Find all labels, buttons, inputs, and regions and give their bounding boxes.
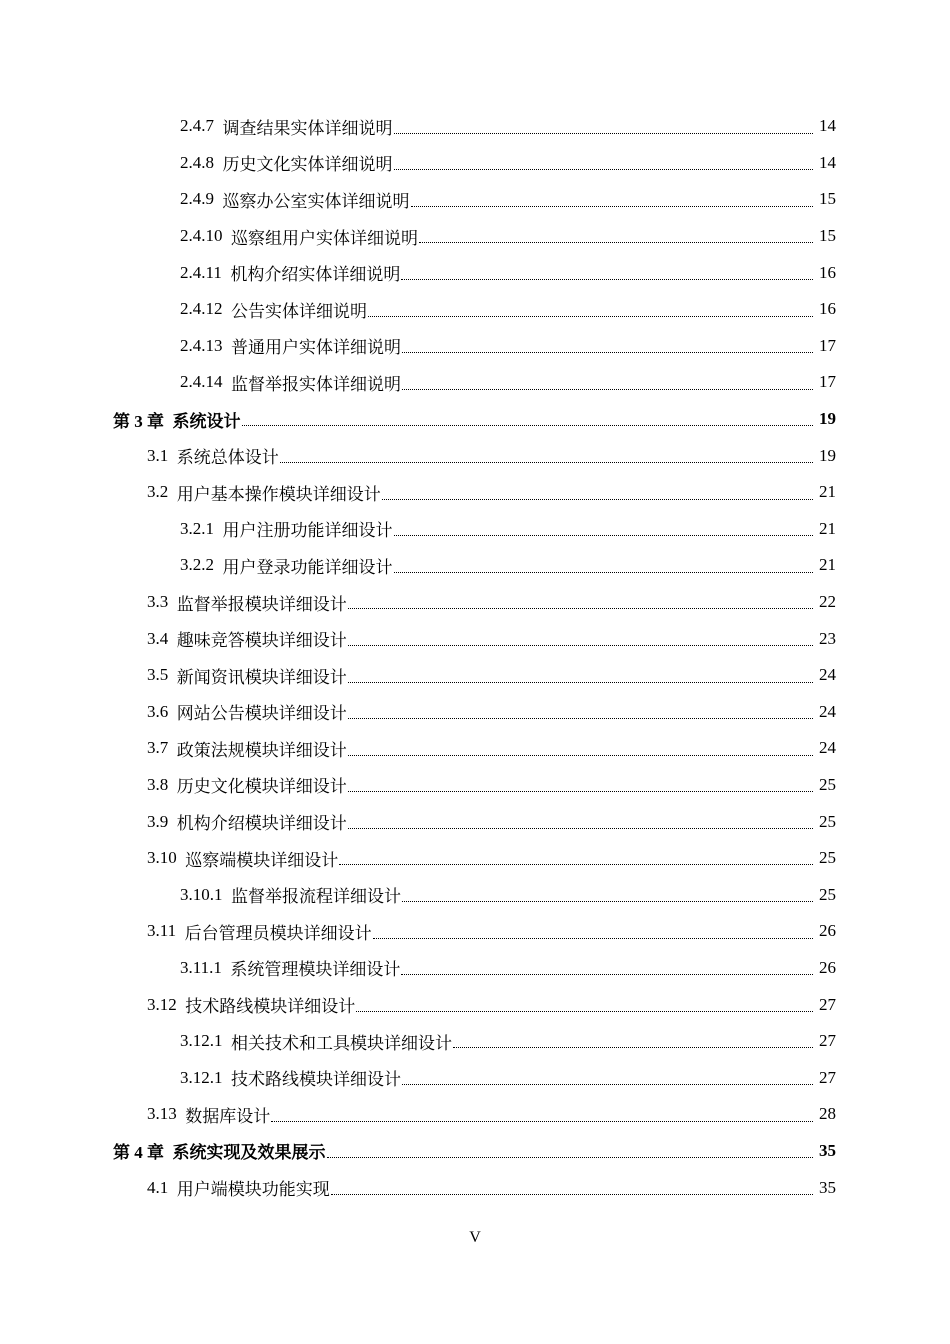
toc-entry[interactable] bbox=[0, 145, 950, 182]
toc-entry-title: 监督举报模块详细设计 bbox=[176, 594, 347, 614]
toc-entry-number: 3.11.1 bbox=[180, 957, 222, 977]
toc-entry-title: 巡察办公室实体详细说明 bbox=[222, 191, 410, 211]
toc-entry-title: 技术路线模块详细设计 bbox=[231, 1070, 401, 1090]
toc-entry-title: 相关技术和工具模块详细设计 bbox=[231, 1033, 452, 1053]
toc-entry[interactable] bbox=[0, 547, 950, 584]
dot-leader bbox=[242, 424, 814, 426]
toc-entry-gap bbox=[168, 446, 177, 466]
toc-entry-number: 2.4.7 bbox=[180, 116, 214, 136]
toc-entry[interactable] bbox=[0, 1059, 950, 1096]
toc-entry-number: 3.12 bbox=[147, 994, 177, 1014]
toc-entry[interactable] bbox=[0, 767, 950, 804]
dot-leader bbox=[331, 1193, 813, 1195]
toc-entry-title: 后台管理员模块详细设计 bbox=[184, 923, 372, 943]
toc-entry-gap bbox=[164, 409, 173, 429]
toc-entry-page: 25 bbox=[819, 884, 836, 904]
toc-entry[interactable] bbox=[0, 181, 950, 218]
toc-entry-page: 24 bbox=[819, 665, 836, 685]
toc-entry-page: 14 bbox=[819, 152, 836, 172]
toc-entry-page: 14 bbox=[819, 116, 836, 136]
toc-entry-page: 35 bbox=[819, 1177, 836, 1197]
toc-entry-number: 2.4.12 bbox=[180, 299, 223, 319]
dot-leader bbox=[373, 937, 813, 939]
toc-entry-number: 3.11 bbox=[147, 921, 177, 941]
toc-entry[interactable] bbox=[0, 1023, 950, 1060]
table-of-contents bbox=[0, 108, 950, 1206]
toc-entry-gap bbox=[223, 372, 232, 392]
toc-entry-title: 政策法规模块详细设计 bbox=[176, 740, 347, 760]
toc-entry-title: 系统实现及效果展示 bbox=[172, 1143, 326, 1163]
toc-entry-page: 23 bbox=[819, 628, 836, 648]
toc-entry-number: 3.1 bbox=[147, 445, 169, 465]
toc-entry-number: 第 4 章 bbox=[113, 1143, 164, 1163]
toc-entry-number: 2.4.8 bbox=[180, 152, 214, 172]
toc-entry-title: 监督举报流程详细设计 bbox=[231, 887, 401, 907]
toc-entry[interactable] bbox=[0, 986, 950, 1023]
dot-leader bbox=[356, 1010, 813, 1012]
toc-entry-number: 2.4.10 bbox=[180, 226, 223, 246]
dot-leader bbox=[394, 534, 814, 536]
toc-entry-page: 16 bbox=[819, 299, 836, 319]
toc-entry-gap bbox=[168, 629, 177, 649]
toc-entry-gap bbox=[214, 153, 223, 173]
toc-entry-title: 系统总体设计 bbox=[176, 448, 279, 468]
toc-entry-number: 3.2 bbox=[147, 482, 169, 502]
toc-entry-number: 3.12.1 bbox=[180, 1067, 223, 1087]
dot-leader bbox=[394, 571, 814, 573]
toc-entry-gap bbox=[222, 958, 231, 978]
toc-entry[interactable] bbox=[0, 876, 950, 913]
toc-entry-title: 技术路线模块详细设计 bbox=[185, 997, 356, 1017]
toc-entry-number: 3.7 bbox=[147, 738, 169, 758]
toc-entry-gap bbox=[214, 555, 223, 575]
dot-leader bbox=[348, 790, 813, 792]
toc-entry[interactable] bbox=[0, 730, 950, 767]
dot-leader bbox=[402, 900, 813, 902]
dot-leader bbox=[348, 717, 813, 719]
toc-entry-number: 2.4.13 bbox=[180, 335, 223, 355]
toc-entry-title: 调查结果实体详细说明 bbox=[222, 118, 393, 138]
toc-entry-page: 21 bbox=[819, 482, 836, 502]
toc-entry-page: 26 bbox=[819, 921, 836, 941]
toc-entry-gap bbox=[168, 812, 177, 832]
toc-entry-title: 系统管理模块详细设计 bbox=[230, 960, 401, 980]
toc-entry[interactable] bbox=[0, 401, 950, 438]
toc-entry-page: 19 bbox=[819, 409, 836, 429]
toc-entry-page: 25 bbox=[819, 811, 836, 831]
toc-entry-title: 系统设计 bbox=[172, 411, 241, 431]
dot-leader bbox=[348, 827, 813, 829]
toc-entry-gap bbox=[223, 1031, 232, 1051]
toc-entry-title: 新闻资讯模块详细设计 bbox=[176, 667, 347, 687]
toc-entry-number: 3.10 bbox=[147, 848, 177, 868]
toc-entry-number: 3.4 bbox=[147, 628, 169, 648]
toc-entry-gap bbox=[168, 738, 177, 758]
toc-entry-page: 27 bbox=[819, 1067, 836, 1087]
toc-entry-gap bbox=[223, 299, 232, 319]
toc-entry-number: 3.12.1 bbox=[180, 1031, 223, 1051]
toc-entry-gap bbox=[177, 1104, 186, 1124]
toc-entry-number: 第 3 章 bbox=[113, 411, 164, 431]
toc-entry-number: 3.5 bbox=[147, 665, 169, 685]
toc-entry-number: 3.2.2 bbox=[180, 555, 214, 575]
toc-entry-page: 21 bbox=[819, 518, 836, 538]
toc-entry-page: 15 bbox=[819, 189, 836, 209]
toc-entry-title: 数据库设计 bbox=[185, 1106, 271, 1126]
toc-entry[interactable] bbox=[0, 803, 950, 840]
dot-leader bbox=[348, 644, 813, 646]
dot-leader bbox=[453, 1046, 813, 1048]
toc-entry[interactable] bbox=[0, 840, 950, 877]
toc-entry-gap bbox=[168, 1178, 177, 1198]
dot-leader bbox=[271, 1120, 813, 1122]
toc-entry-number: 2.4.14 bbox=[180, 372, 223, 392]
toc-entry-number: 2.4.11 bbox=[180, 262, 222, 282]
toc-entry-gap bbox=[168, 775, 177, 795]
toc-entry-page: 21 bbox=[819, 555, 836, 575]
toc-entry-title: 历史文化实体详细说明 bbox=[222, 155, 393, 175]
dot-leader bbox=[348, 607, 813, 609]
toc-entry[interactable] bbox=[0, 1169, 950, 1206]
dot-leader bbox=[339, 863, 813, 865]
dot-leader bbox=[394, 132, 814, 134]
toc-entry-page: 15 bbox=[819, 226, 836, 246]
toc-entry[interactable] bbox=[0, 950, 950, 987]
toc-entry-page: 28 bbox=[819, 1104, 836, 1124]
dot-leader bbox=[401, 973, 813, 975]
dot-leader bbox=[348, 754, 813, 756]
toc-entry-title: 用户基本操作模块详细设计 bbox=[176, 484, 381, 504]
toc-entry-title: 用户注册功能详细设计 bbox=[222, 521, 393, 541]
dot-leader bbox=[382, 498, 813, 500]
toc-entry[interactable] bbox=[0, 437, 950, 474]
toc-entry[interactable] bbox=[0, 1096, 950, 1133]
toc-entry-gap bbox=[176, 921, 185, 941]
toc-entry[interactable] bbox=[0, 218, 950, 255]
toc-entry-gap bbox=[168, 482, 177, 502]
dot-leader bbox=[402, 388, 813, 390]
toc-entry-page: 27 bbox=[819, 994, 836, 1014]
toc-entry-title: 历史文化模块详细设计 bbox=[176, 777, 347, 797]
toc-entry-title: 公告实体详细说明 bbox=[231, 301, 367, 321]
toc-entry-number: 3.8 bbox=[147, 774, 169, 794]
dot-leader bbox=[402, 1083, 813, 1085]
toc-entry-gap bbox=[168, 702, 177, 722]
dot-leader bbox=[402, 351, 813, 353]
toc-entry[interactable] bbox=[0, 474, 950, 511]
toc-entry[interactable] bbox=[0, 657, 950, 694]
toc-entry-gap bbox=[177, 848, 186, 868]
toc-entry-title: 用户端模块功能实现 bbox=[176, 1180, 330, 1200]
toc-entry-number: 3.13 bbox=[147, 1104, 177, 1124]
toc-entry-gap bbox=[177, 995, 186, 1015]
toc-entry[interactable] bbox=[0, 254, 950, 291]
toc-entry[interactable] bbox=[0, 584, 950, 621]
toc-entry-gap bbox=[222, 263, 231, 283]
toc-entry[interactable] bbox=[0, 694, 950, 731]
toc-entry-number: 3.6 bbox=[147, 701, 169, 721]
dot-leader bbox=[368, 315, 813, 317]
page-number: V bbox=[469, 1229, 481, 1246]
toc-entry-gap bbox=[168, 665, 177, 685]
toc-entry-gap bbox=[223, 885, 232, 905]
toc-entry-number: 3.10.1 bbox=[180, 884, 223, 904]
toc-entry-title: 普通用户实体详细说明 bbox=[231, 338, 401, 358]
toc-entry-number: 3.9 bbox=[147, 811, 169, 831]
toc-entry-gap bbox=[223, 1068, 232, 1088]
toc-entry-title: 用户登录功能详细设计 bbox=[222, 557, 393, 577]
toc-entry[interactable] bbox=[0, 108, 950, 145]
toc-entry-page: 22 bbox=[819, 592, 836, 612]
toc-entry-gap bbox=[223, 336, 232, 356]
toc-entry-page: 25 bbox=[819, 848, 836, 868]
toc-entry-gap bbox=[223, 226, 232, 246]
toc-entry[interactable] bbox=[0, 291, 950, 328]
toc-entry-title: 巡察端模块详细设计 bbox=[185, 850, 339, 870]
toc-entry-title: 机构介绍模块详细设计 bbox=[176, 814, 347, 834]
toc-entry-title: 巡察组用户实体详细说明 bbox=[231, 228, 418, 248]
toc-entry-page: 16 bbox=[819, 262, 836, 282]
toc-entry[interactable] bbox=[0, 620, 950, 657]
toc-entry-title: 趣味竞答模块详细设计 bbox=[176, 631, 347, 651]
toc-entry-number: 3.3 bbox=[147, 592, 169, 612]
toc-entry-page: 17 bbox=[819, 372, 836, 392]
toc-entry-title: 监督举报实体详细说明 bbox=[231, 374, 401, 394]
toc-entry-gap bbox=[164, 1141, 173, 1161]
toc-entry-page: 26 bbox=[819, 957, 836, 977]
toc-entry-page: 17 bbox=[819, 335, 836, 355]
toc-entry-page: 24 bbox=[819, 738, 836, 758]
toc-entry-page: 25 bbox=[819, 774, 836, 794]
toc-entry-gap bbox=[214, 116, 223, 136]
toc-entry-page: 27 bbox=[819, 1031, 836, 1051]
toc-entry-title: 网站公告模块详细设计 bbox=[176, 704, 347, 724]
dot-leader bbox=[280, 461, 813, 463]
toc-entry-page: 35 bbox=[819, 1140, 836, 1160]
toc-entry[interactable] bbox=[0, 511, 950, 548]
toc-entry-gap bbox=[168, 592, 177, 612]
dot-leader bbox=[419, 241, 813, 243]
toc-entry[interactable] bbox=[0, 913, 950, 950]
toc-entry[interactable] bbox=[0, 1133, 950, 1170]
dot-leader bbox=[327, 1156, 814, 1158]
toc-entry-gap bbox=[214, 519, 223, 539]
toc-entry-page: 19 bbox=[819, 445, 836, 465]
toc-entry-number: 3.2.1 bbox=[180, 518, 214, 538]
toc-entry-gap bbox=[214, 189, 223, 209]
toc-entry-number: 4.1 bbox=[147, 1177, 169, 1197]
toc-entry-title: 机构介绍实体详细说明 bbox=[230, 265, 401, 285]
toc-entry[interactable] bbox=[0, 328, 950, 365]
toc-entry-page: 24 bbox=[819, 701, 836, 721]
dot-leader bbox=[401, 278, 813, 280]
dot-leader bbox=[411, 205, 814, 207]
toc-entry-number: 2.4.9 bbox=[180, 189, 214, 209]
toc-entry[interactable] bbox=[0, 364, 950, 401]
dot-leader bbox=[348, 681, 813, 683]
dot-leader bbox=[394, 168, 814, 170]
